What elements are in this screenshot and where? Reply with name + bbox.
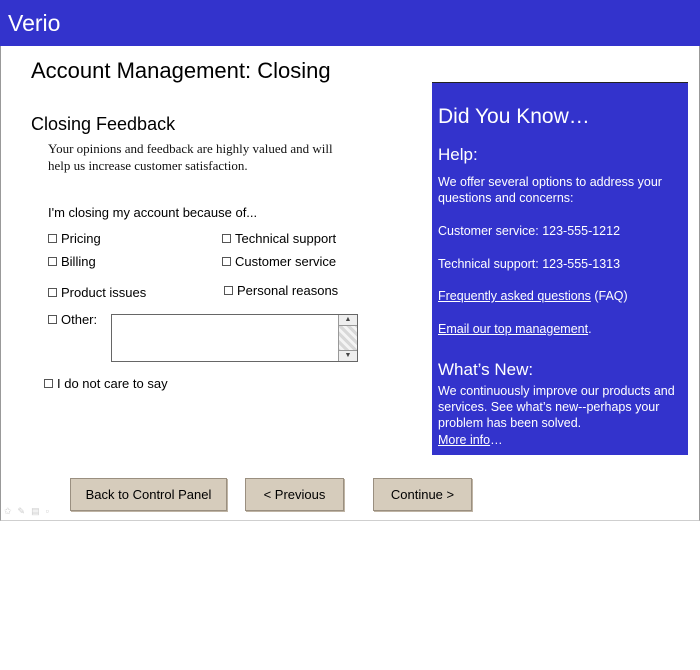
section-title: Closing Feedback [31, 114, 176, 134]
continue-button[interactable]: Continue > [373, 478, 472, 511]
checkbox-billing[interactable] [48, 254, 96, 269]
faq-suffix: (FAQ) [590, 289, 628, 303]
checkbox-label: Product issues [61, 285, 147, 300]
checkbox-customer-service[interactable] [222, 254, 336, 269]
checkbox-box[interactable] [48, 234, 57, 243]
page-title: Account Management: Closing [31, 58, 331, 83]
scrollbar[interactable] [338, 315, 357, 361]
technical-support-phone: Technical support: 123-555-1313 [438, 257, 621, 271]
did-you-know-panel [432, 82, 688, 455]
checkbox-label: Pricing [61, 231, 101, 246]
checkbox-other[interactable] [48, 312, 97, 327]
checkbox-label: Technical support [235, 231, 337, 246]
checkbox-box[interactable] [48, 288, 57, 297]
back-to-control-panel-button[interactable]: Back to Control Panel [70, 478, 227, 511]
previous-button[interactable]: < Previous [245, 478, 344, 511]
scroll-up-icon[interactable]: ▲ [339, 315, 357, 326]
checkbox-no-say[interactable] [44, 376, 168, 391]
email-line [438, 321, 682, 337]
help-text: We offer several options to address your questions and concerns: [438, 175, 662, 205]
top-banner [0, 0, 700, 46]
checkbox-box[interactable] [224, 286, 233, 295]
more-info-link[interactable]: More info [438, 433, 491, 447]
faq-line [438, 288, 682, 304]
checkbox-product-issues[interactable] [48, 285, 146, 300]
checkbox-label: Billing [61, 254, 96, 269]
checkbox-box[interactable] [222, 257, 231, 266]
checkbox-box[interactable] [44, 379, 53, 388]
customer-service-phone: Customer service: 123-555-1212 [438, 224, 621, 238]
email-management-link[interactable]: Email our top management [438, 322, 589, 336]
other-textarea[interactable] [111, 314, 358, 362]
help-heading: Help: [438, 145, 478, 164]
brand-logo: Verio [8, 10, 61, 36]
checkbox-label: Other: [61, 312, 98, 327]
more-suffix: … [490, 433, 503, 447]
faq-link[interactable]: Frequently asked questions [438, 289, 591, 303]
scroll-down-icon[interactable]: ▼ [339, 350, 357, 361]
panel-title: Did You Know… [438, 105, 590, 128]
checkbox-box[interactable] [48, 257, 57, 266]
checkbox-technical-support[interactable] [222, 231, 336, 246]
reason-label: I'm closing my account because of... [48, 205, 258, 220]
news-heading: What’s New: [438, 360, 534, 379]
checkbox-box[interactable] [222, 234, 231, 243]
checkbox-personal-reasons[interactable] [224, 283, 338, 298]
checkbox-label: Customer service [235, 254, 337, 269]
intro-text: Your opinions and feedback are highly valued and will help us increase customer satisfaction. [48, 141, 333, 173]
checkbox-box[interactable] [48, 315, 57, 324]
news-text: We continuously improve our products and services. See what’s new--perhaps your problem has been solved. [438, 384, 675, 430]
checkbox-label: Personal reasons [237, 283, 339, 298]
more-info-line [438, 432, 682, 448]
checkbox-pricing[interactable] [48, 231, 101, 246]
email-suffix: . [588, 322, 592, 336]
faint-toolbar-icons: ✩✎▤▫ [4, 506, 55, 516]
checkbox-label: I do not care to say [57, 376, 168, 391]
